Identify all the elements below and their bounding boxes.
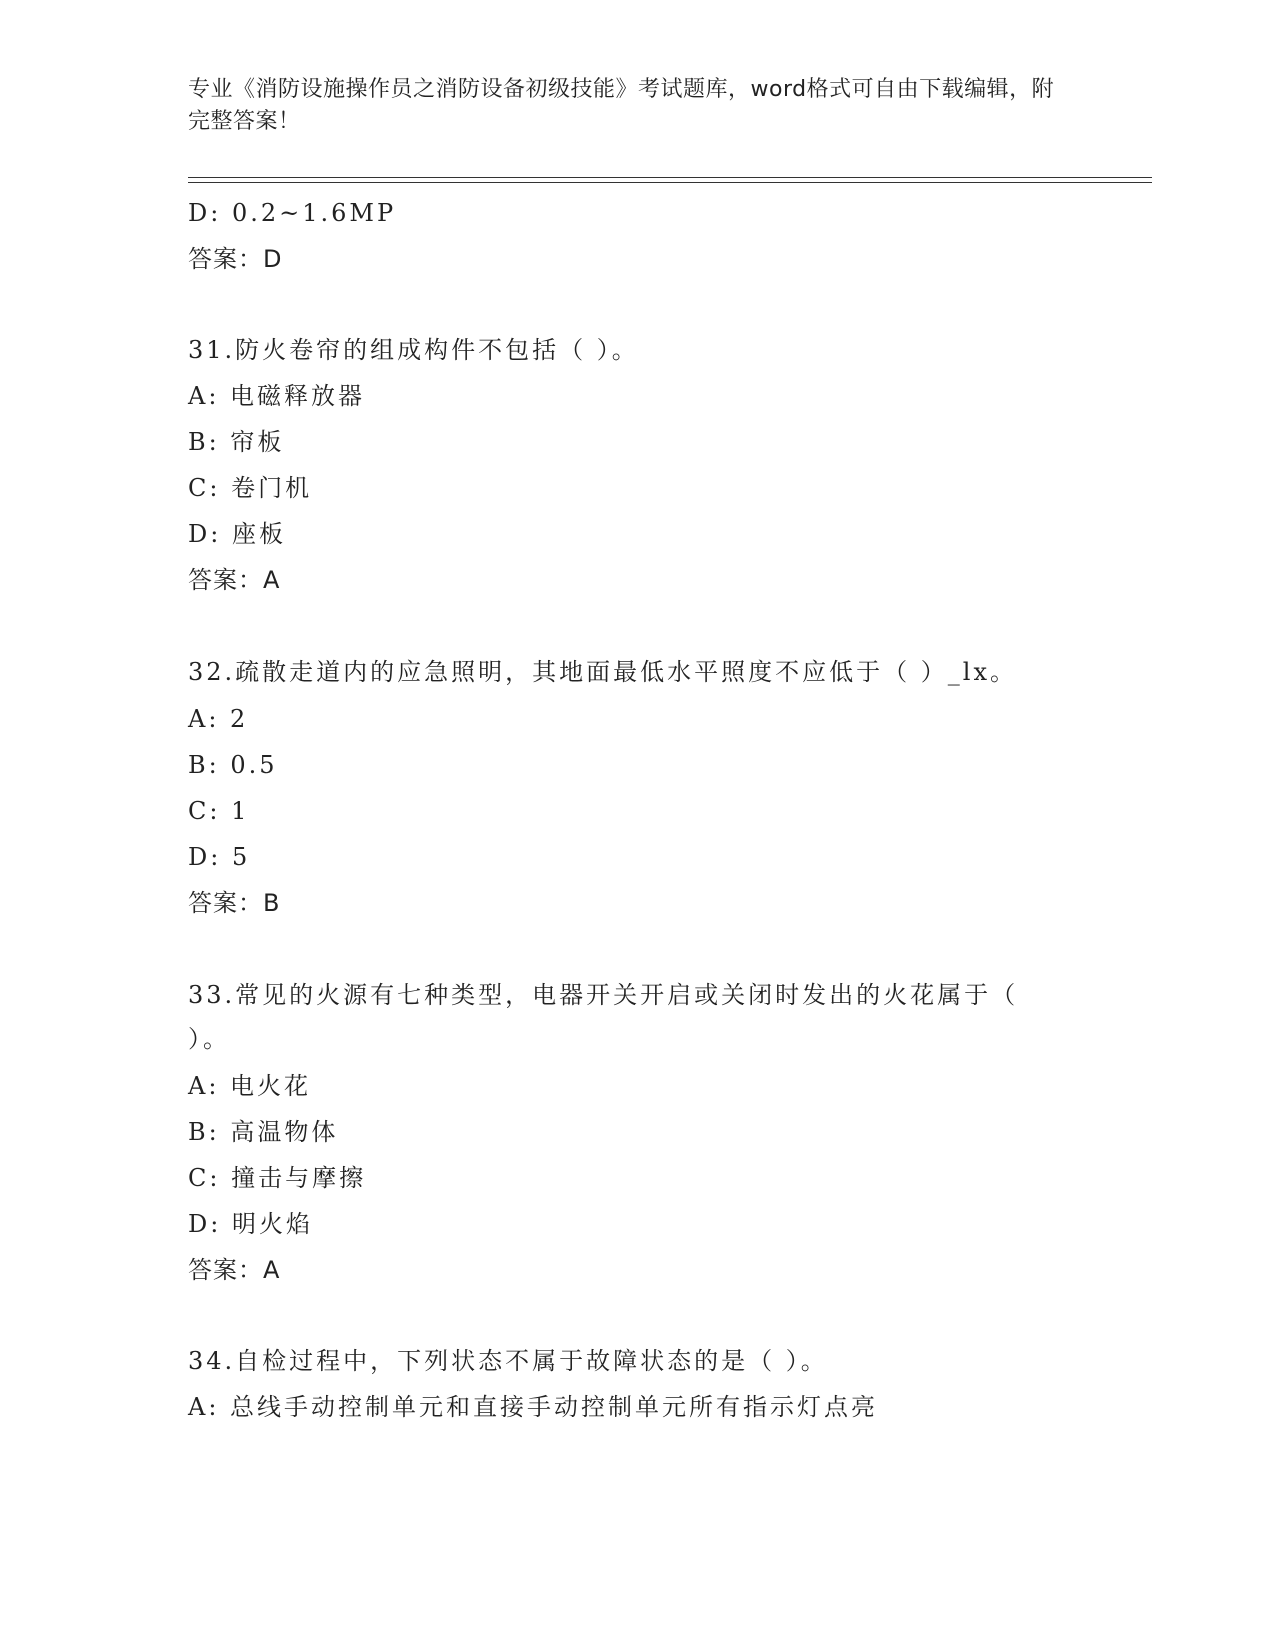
answer: 答案：B [188, 889, 281, 917]
option-c: C: 1 [188, 797, 250, 825]
option-d: D: 座板 [188, 520, 286, 548]
option-b: B: 0.5 [188, 751, 278, 779]
question-33 [188, 973, 1088, 1293]
option-c: C: 撞击与摩擦 [188, 1164, 367, 1192]
prev-option-d: D: 0.2~1.6MP [188, 199, 397, 227]
question-31 [188, 327, 1088, 603]
option-a: A: 总线手动控制单元和直接手动控制单元所有指示灯点亮 [188, 1393, 879, 1421]
question-list [188, 190, 1088, 1430]
answer: 答案：A [188, 1256, 281, 1284]
question-stem: 33.常见的火源有七种类型，电器开关开启或关闭时发出的火花属于（ ）。 [188, 981, 1019, 1053]
option-a: A: 电磁释放器 [188, 382, 366, 410]
answer: 答案：A [188, 566, 281, 594]
option-b: B: 高温物体 [188, 1118, 339, 1146]
option-a: A: 电火花 [188, 1072, 312, 1100]
option-d: D: 5 [188, 843, 251, 871]
question-34 [188, 1338, 1088, 1430]
prev-answer: 答案：D [188, 245, 283, 273]
question-32 [188, 650, 1088, 926]
option-d: D: 明火焰 [188, 1210, 313, 1238]
option-b: B: 帘板 [188, 428, 285, 456]
header-rule-top [188, 177, 1152, 178]
question-stem: 32.疏散走道内的应急照明，其地面最低水平照度不应低于（ ）_lx。 [188, 658, 1018, 686]
header-rule-bottom [188, 182, 1152, 183]
question-stem: 31.防火卷帘的组成构件不包括（ ）。 [188, 336, 639, 364]
option-a: A: 2 [188, 705, 249, 733]
option-c: C: 卷门机 [188, 474, 313, 502]
document-header: 专业《消防设施操作员之消防设备初级技能》考试题库，word格式可自由下载编辑，附完整答案！ [188, 77, 1055, 134]
question-stem: 34.自检过程中，下列状态不属于故障状态的是（ ）。 [188, 1347, 828, 1375]
